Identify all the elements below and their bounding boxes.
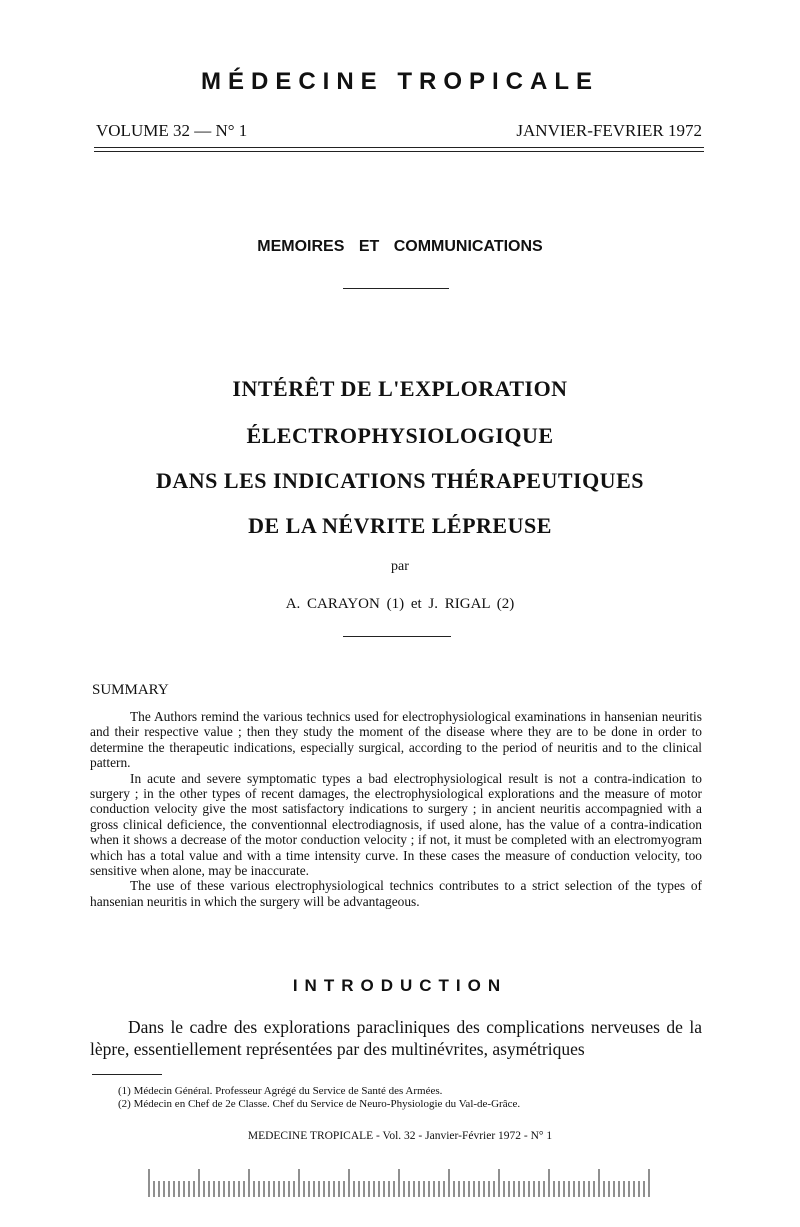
journal-title: MÉDECINE TROPICALE — [200, 68, 599, 95]
header-rule-top — [94, 147, 704, 148]
summary-paragraph: The Authors remind the various technics used for electrophysiological examinations in hansenian neuritis and their respective value ; then they study the moment of the disease where they are to be done in order to determine the therapeutic indications, especially surgical, according to the period of neuritis and to the clinical pattern. — [90, 709, 702, 771]
section-heading: MEMOIRES ET COMMUNICATIONS — [257, 238, 543, 255]
by-line: par — [391, 559, 409, 574]
summary-body — [90, 709, 702, 909]
introduction-text: Dans le cadre des explorations paracliniques des complications nerveuses de la lèpre, essentiellement représentées par des multinévrites, asymétriques — [90, 1017, 702, 1059]
summary-heading: SUMMARY — [92, 682, 169, 698]
title-line-2: ÉLECTROPHYSIOLOGIQUE — [246, 423, 554, 448]
footnote-rule — [92, 1074, 162, 1075]
introduction-heading: INTRODUCTION — [292, 976, 508, 995]
authors-divider — [343, 636, 451, 637]
summary-paragraph: In acute and severe symptomatic types a bad electrophysiological result is not a contra-indication to surgery ; in the other types of recent damages, the electrophysiological explorations and the measure of motor conduction velocity give the most satisfactory indications to surgery ; in ancient neuritis accompagnied with a gross clinical deficience, the conventionnal electrodiagnosis, if used alone, has the value of a contra-indication when it shows a decrease of the motor conduction velocity ; if not, it must be completed with an electromyogram which has a total value and with a time intensity curve. In these cases the measure of conduction velocity, too sensitive when alone, may be inaccurate. — [90, 770, 702, 879]
issue-date: JANVIER-FEVRIER 1972 — [516, 121, 702, 140]
scan-ruler — [148, 1168, 654, 1198]
title-line-4: DE LA NÉVRITE LÉPREUSE — [248, 513, 552, 538]
page-footer: MEDECINE TROPICALE - Vol. 32 - Janvier-Février 1972 - N° 1 — [247, 1130, 553, 1142]
section-divider — [343, 288, 449, 289]
footnote-1: (1) Médecin Général. Professeur Agrégé du Service de Santé des Armées. — [118, 1085, 443, 1097]
authors: A. CARAYON (1) et J. RIGAL (2) — [285, 596, 515, 612]
summary-paragraph: The use of these various electrophysiological technics contributes to a strict selection of the types of hansenian neuritis in which the surgery will be advantageous. — [90, 878, 702, 909]
volume-number: VOLUME 32 — N° 1 — [96, 121, 248, 140]
footnote-2: (2) Médecin en Chef de 2e Classe. Chef du Service de Neuro-Physiologie du Val-de-Grâce. — [118, 1098, 521, 1110]
title-line-3: DANS LES INDICATIONS THÉRAPEUTIQUES — [156, 468, 644, 493]
title-line-1: INTÉRÊT DE L'EXPLORATION — [232, 376, 568, 401]
header-rule-bottom — [94, 151, 704, 152]
